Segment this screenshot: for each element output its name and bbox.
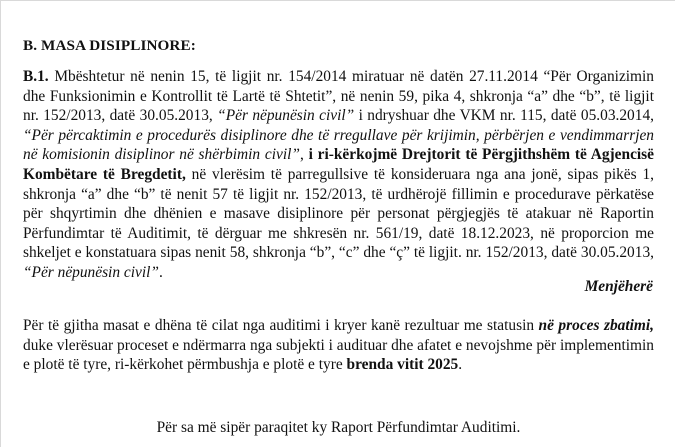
measure-text-1: Mbështetur në nenin 15, të ligjit nr. 154/2014 miratuar në datën 27.11.2014 “Për Organizimin dhe Funksionimin e Kontrollit të Lartë të Shtetit”, në nenin 59, pika 4, shkronja “a” dhe “b”, të ligjit nr. 152/2013, datë 30.05.2013, bbox=[23, 68, 654, 125]
closing-statement: Për sa më sipër paraqitet ky Raport Përfundimtar Auditimi. bbox=[156, 419, 521, 436]
measure-text-3: , bbox=[299, 146, 309, 164]
measure-number: B.1. bbox=[23, 68, 49, 85]
recommendation-text: i ri-kërkojmë Drejtorit të Përgjithshëm të Agjencisë Kombëtare të Bregdetit, bbox=[23, 146, 654, 183]
measure-text-5: . bbox=[158, 263, 163, 281]
section-heading: B. MASA DISIPLINORE: bbox=[23, 37, 196, 54]
summary-paragraph bbox=[23, 316, 654, 375]
deadline-text: brenda vitit 2025 bbox=[346, 356, 459, 374]
status-phrase: në proces zbatimi, bbox=[538, 317, 654, 334]
measure-status: Menjëherë bbox=[584, 278, 653, 295]
summary-text-1: Për të gjitha masat e dhëna të cilat nga auditimi i kryer kanë rezultuar me statusin bbox=[23, 317, 539, 334]
vkm-title: “Për përcaktimin e procedurës disiplinore dhe të rregullave për krijimin, përbërjen e vendimmarrjen në komisionin disiplinor në shërbimin civil” bbox=[23, 126, 654, 164]
measure-text-4: në vlerësim të parregullsive të konsideruara nga ana jonë, sipas pikës 1, shkronja “a” dhe “b” të nenit 57 të ligjit nr. 152/2013, të urdhërojë fillimin e procedurave përkatëse për shqyrtimin dhe dhënien e masave disiplinore për personat përgjegjës të atakuar në Raportin Përfundimtar të Auditimit, të dërguar me shkresën nr. 561/19, datë 18.12.2023, në proporcion me shkeljet e konstatuara sipas nenit 58, shkronja “b”, “c” dhe “ç” të ligjit. nr. 152/2013, datë 30.05.2013, bbox=[23, 165, 654, 262]
summary-text-3: . bbox=[458, 356, 463, 374]
law-title-2: “Për nëpunësin civil” bbox=[23, 263, 159, 281]
summary-text-2: duke vlerësuar proceset e ndërmarra nga subjekti i audituar dhe afatet e nevojshme për implementimin e plotë të tyre, ri-kërkohet përmbushja e plotë e tyre bbox=[23, 336, 654, 374]
law-title-1: “Për nëpunësin civil” bbox=[217, 107, 355, 125]
disciplinary-measure-paragraph bbox=[23, 67, 654, 283]
measure-text-2: i ndryshuar dhe VKM nr. 115, datë 05.03.2014, bbox=[354, 107, 654, 125]
